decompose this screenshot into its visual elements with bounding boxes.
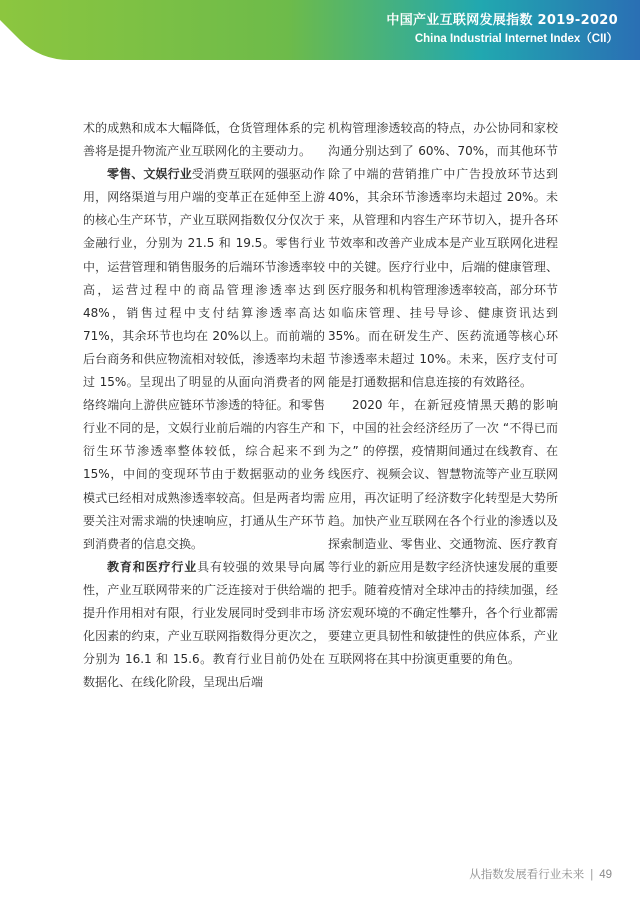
right-paragraph-1: 机构管理渗透较高的特点，办公协同和家校沟通分别达到了 60%、70%，而其他环节除了中端的营销推广中广告投放环节达到 40%，其余环节渗透率均未超过 20%。未来，从管理和内容生产环节切入，提升各环节效率和改善产业成本是产业互联网化进程中的关键。医疗行业中，后端的健康管理、医疗服务和机构管理渗透率较高，部分环节如临床管理、挂号导诊、健康资讯达到 35%。而在研发生产、医药流通等核心环节渗透率未超过 10%。未来，医疗支付可能是打通数据和信息连接的有效路径。: [328, 121, 558, 390]
education-medical-heading: 教育和医疗行业: [107, 559, 198, 574]
left-paragraph-3: [83, 556, 325, 695]
page-number: 49: [599, 869, 612, 881]
right-column: [328, 117, 558, 671]
retail-entertainment-body: 受消费互联网的强驱动作用，网络渠道与用户端的变革正在延伸至上游的核心生产环节，产业互联网指数仅分仅次于金融行业，分别为 21.5 和 19.5。零售行业中，运营管理和销售服务的后端环节渗透率较高，运营过程中的商品管理渗透率达到 48%，销售过程中支付结算渗透率高达 71%，其余环节也均在 20%以上。而前端的后台商务和供应物流相对较低，渗透率均未超过 15%。呈现出了明显的从面向消费者的网络终端向上游供应链环节渗透的特征。和零售行业不同的是，文娱行业前后端的内容生产和衍生环节渗透率整体较低，综合起来不到 15%，中间的变现环节由于数据驱动的业务模式已经相对成熟渗透率较高。但是两者均需要关注对需求端的快速响应，打通从生产环节到消费者的信息交换。: [83, 167, 325, 551]
header-subtitle: China Industrial Internet Index（CII）: [414, 33, 618, 45]
header-text-block: [386, 12, 618, 48]
page-footer: [469, 866, 612, 882]
page-header-banner: [0, 0, 640, 60]
education-medical-body: 具有较强的效果导向属性，产业互联网带来的广泛连接对于供给端的提升作用相对有限，行业发展同时受到非市场化因素的约束，产业互联网指数得分更次之，分别为 16.1 和 15.6。教育行业目前仍处在数据化、在线化阶段，呈现出后端: [83, 559, 325, 690]
retail-entertainment-heading: 零售、文娱行业: [107, 167, 192, 182]
footer-section-title: 从指数发展看行业未来: [469, 869, 585, 881]
header-title: 中国产业互联网发展指数 2019-2020: [386, 13, 618, 28]
left-column: [83, 117, 325, 694]
left-paragraph-1: 术的成熟和成本大幅降低，仓货管理体系的完善将是提升物流产业互联网化的主要动力。: [83, 121, 325, 159]
right-paragraph-2: 2020 年，在新冠疫情黑天鹅的影响下，中国的社会经济经历了一次 “不得已而为之” 的停摆，疫情期间通过在线教育、在线医疗、视频会议、智慧物流等产业互联网应用，再次证明了经济数字化转型是大势所趋。加快产业互联网在各个行业的渗透以及探索制造业、零售业、交通物流、医疗教育等行业的新应用是数字经济快速发展的重要把手。随着疫情对全球冲击的持续加强，经济宏观环境的不确定性攀升，各个行业都需要建立更具韧性和敏捷性的供应体系，产业互联网将在其中扮演更重要的角色。: [328, 398, 558, 667]
footer-separator: |: [590, 869, 594, 881]
left-paragraph-2: [83, 163, 325, 556]
